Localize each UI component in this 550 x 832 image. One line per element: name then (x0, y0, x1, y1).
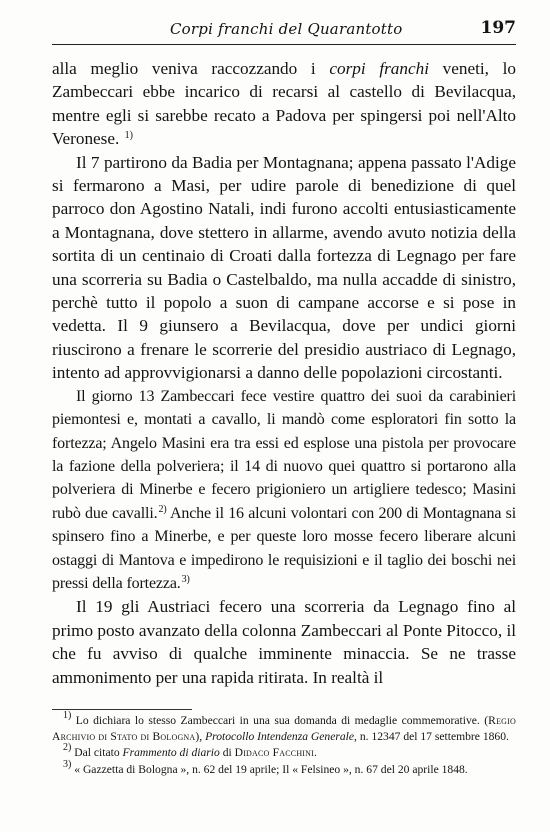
footnote-rule (52, 709, 192, 710)
footnote-2-text-b: di (219, 746, 235, 760)
body-text (52, 57, 516, 689)
footnote-2-text-a: Dal citato (71, 746, 123, 760)
p3-text-b: Anche il 16 alcuni volontari con 200 di Montagnana si spinsero fino a Minerbe, e per queste loro mosse fecero liberare alcuni ostaggi di Mantova e impedirono le requisizioni e il taglio dei boschi nei pressi della fortezza. (52, 504, 516, 592)
footnote-2 (52, 742, 516, 761)
footnote-2-mark: 2) (63, 742, 72, 754)
footnote-2-author: Didaco Facchini (234, 746, 315, 760)
paragraph-2: Il 7 partirono da Badia per Montagnana; appena passato l'Adige si fermarono a Masi, per udire parole di benedizione di quel parroco don Agostino Natali, indi furono accolti entusiasticamente a Montagnana, dove stettero in allarme, avendo avuto notizia della sortita di un centinaio di Croati dalla fortezza di Legnago per fare una scorreria su Badia o Castelbaldo, ma nulla accadde di sinistro, perchè tutto il popolo a suon di campane accorse e si pose in vedetta. Il 9 giunsero a Bevilacqua, dove per undici giorni riuscirono a frenare le scorrerie del presidio austriaco di Legnago, intento ad approvvigionarsi a danno delle popolazioni circostanti. (52, 152, 516, 383)
running-title: Corpi franchi del Quarantotto (170, 20, 403, 38)
page-number: 197 (480, 18, 516, 38)
footnote-3 (52, 758, 516, 778)
p1-italic: corpi franchi (329, 59, 429, 78)
paragraph-1 (52, 57, 516, 151)
footnote-ref-1: 1) (124, 130, 133, 142)
footnote-1-archive: Regio Archivio di Stato di Bologna (52, 714, 516, 744)
p1-text-b: veneti, lo Zambeccari ebbe incarico di recarsi al castello di Bevilacqua, mentre egli si sarebbe recato a Padova per spingersi poi nell'Alto Veronese. (52, 59, 516, 149)
footnote-1-italic: Protocollo Intendenza Generale (205, 730, 355, 744)
footnote-1-text-b: ), (195, 730, 206, 744)
footnote-1-text-a: Lo dichiara lo stesso Zambeccari in una sua domanda di medaglie commemorative. ( (71, 714, 489, 727)
footnote-ref-3: 3) (181, 573, 190, 585)
paragraph-3 (52, 385, 516, 596)
p1-text-a: alla meglio veniva raccozzando i (52, 59, 330, 78)
header-rule (52, 44, 516, 45)
p3-text-a: Il giorno 13 Zambeccari fece vestire quattro dei suoi da carabinieri piemontesi e, montati a cavallo, li mandò come esploratori fin sotto la fortezza; Angelo Masini era tra essi ed esplose una pistola per provocare la fazione della polveriera; il 14 di nuovo quei quattro si portarono alla polveriera di Minerbe e fecero prigioniero un artigliere tedesco; Masini rubò due cavalli. (52, 387, 516, 522)
footnote-3-mark: 3) (63, 758, 72, 770)
page-header (52, 16, 516, 42)
footnotes (52, 710, 516, 778)
footnote-3-text: « Gazzetta di Bologna », n. 62 del 19 aprile; Il « Felsineo », n. 67 del 20 aprile 1848. (71, 762, 468, 776)
footnote-2-text-c: . (314, 746, 317, 760)
footnote-1-mark: 1) (63, 710, 72, 721)
footnote-1-text-c: , n. 12347 del 17 settembre 1860. (354, 730, 509, 744)
footnote-2-italic: Frammento di diario (122, 746, 220, 760)
footnote-ref-2: 2) (158, 503, 167, 515)
footnote-1 (52, 710, 516, 745)
paragraph-4: Il 19 gli Austriaci fecero una scorreria da Legnago fino al primo posto avanzato della colonna Zambeccari al Ponte Pitocco, il che fu avviso di qualche imminente minaccia. Se ne trasse ammonimento per una rapida ritirata. In realtà il (52, 597, 516, 687)
